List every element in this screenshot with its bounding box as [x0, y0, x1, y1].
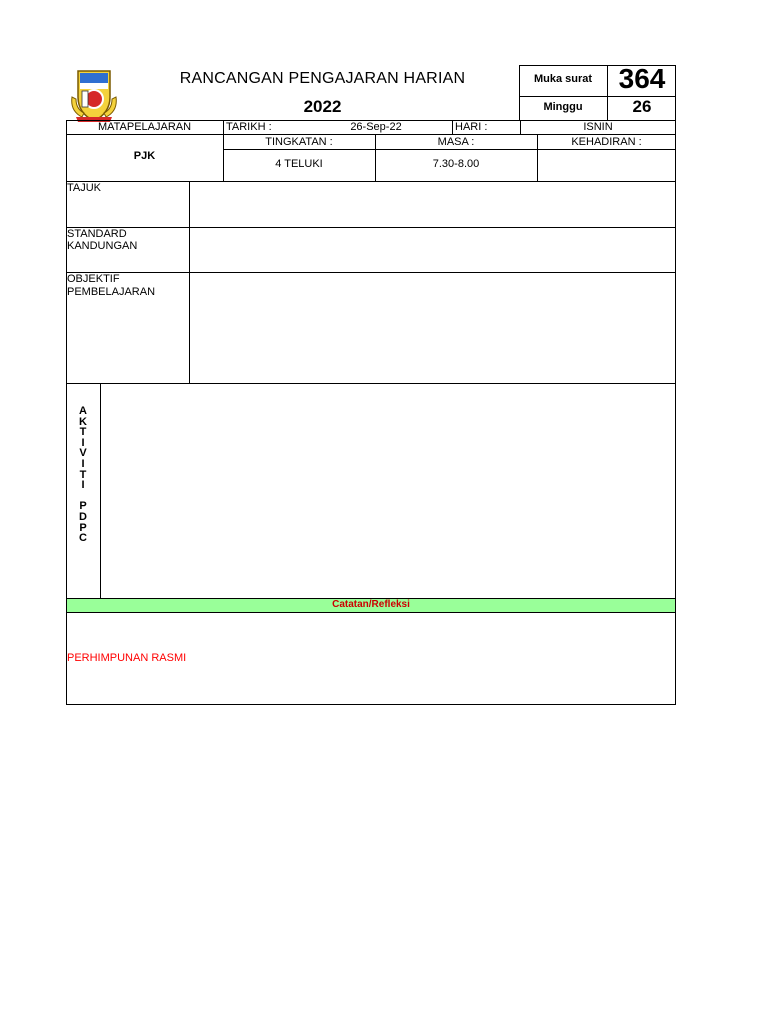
muka-surat-value: 364 — [618, 63, 666, 94]
aktiviti-pdpc-vertical-label — [66, 406, 100, 544]
reflection-text: PERHIMPUNAN RASMI — [67, 652, 187, 664]
hari-value: ISNIN — [583, 121, 613, 133]
subject-value: PJK — [133, 150, 156, 162]
masa-label: MASA : — [437, 136, 475, 148]
year-label: 2022 — [303, 97, 342, 116]
tingkatan-label: TINGKATAN : — [265, 136, 333, 148]
tarikh-value: 26-Sep-22 — [350, 121, 402, 133]
standard-label-line1: STANDARD — [67, 228, 127, 240]
aktiviti-letter: P — [79, 500, 87, 513]
minggu-label: Minggu — [543, 101, 583, 113]
aktiviti-letter: V — [79, 447, 87, 460]
aktiviti-letter: A — [79, 405, 87, 417]
lesson-plan-form — [66, 120, 676, 705]
objektif-label-line1: OBJEKTIF — [67, 273, 120, 285]
muka-surat-label: Muka surat — [533, 73, 593, 85]
school-crest-logo — [70, 67, 118, 123]
aktiviti-letter: I — [81, 436, 85, 449]
objektif-label-line2: PEMBELAJARAN — [67, 286, 156, 298]
aktiviti-letter: I — [81, 457, 85, 470]
matapelajaran-label: MATAPELAJARAN — [97, 121, 192, 133]
standard-label-line2: KANDUNGAN — [67, 240, 138, 252]
kehadiran-label: KEHADIRAN : — [571, 136, 642, 148]
page-title: RANCANGAN PENGAJARAN HARIAN — [179, 70, 466, 87]
aktiviti-letter: D — [79, 510, 87, 523]
reflection-label: Catatan/Refleksi — [332, 599, 410, 610]
aktiviti-letter: I — [81, 479, 85, 492]
minggu-value: 26 — [632, 97, 652, 116]
aktiviti-letter: T — [79, 426, 87, 439]
aktiviti-letter: K — [79, 415, 87, 428]
tarikh-label: TARIKH : — [226, 121, 272, 133]
aktiviti-letter: T — [79, 468, 87, 481]
tajuk-label: TAJUK — [67, 182, 102, 194]
aktiviti-letter: C — [79, 532, 87, 545]
hari-label: HARI : — [455, 121, 488, 133]
masa-value: 7.30-8.00 — [432, 158, 480, 170]
tingkatan-value: 4 TELUKI — [275, 158, 323, 170]
aktiviti-letter: P — [79, 521, 87, 534]
